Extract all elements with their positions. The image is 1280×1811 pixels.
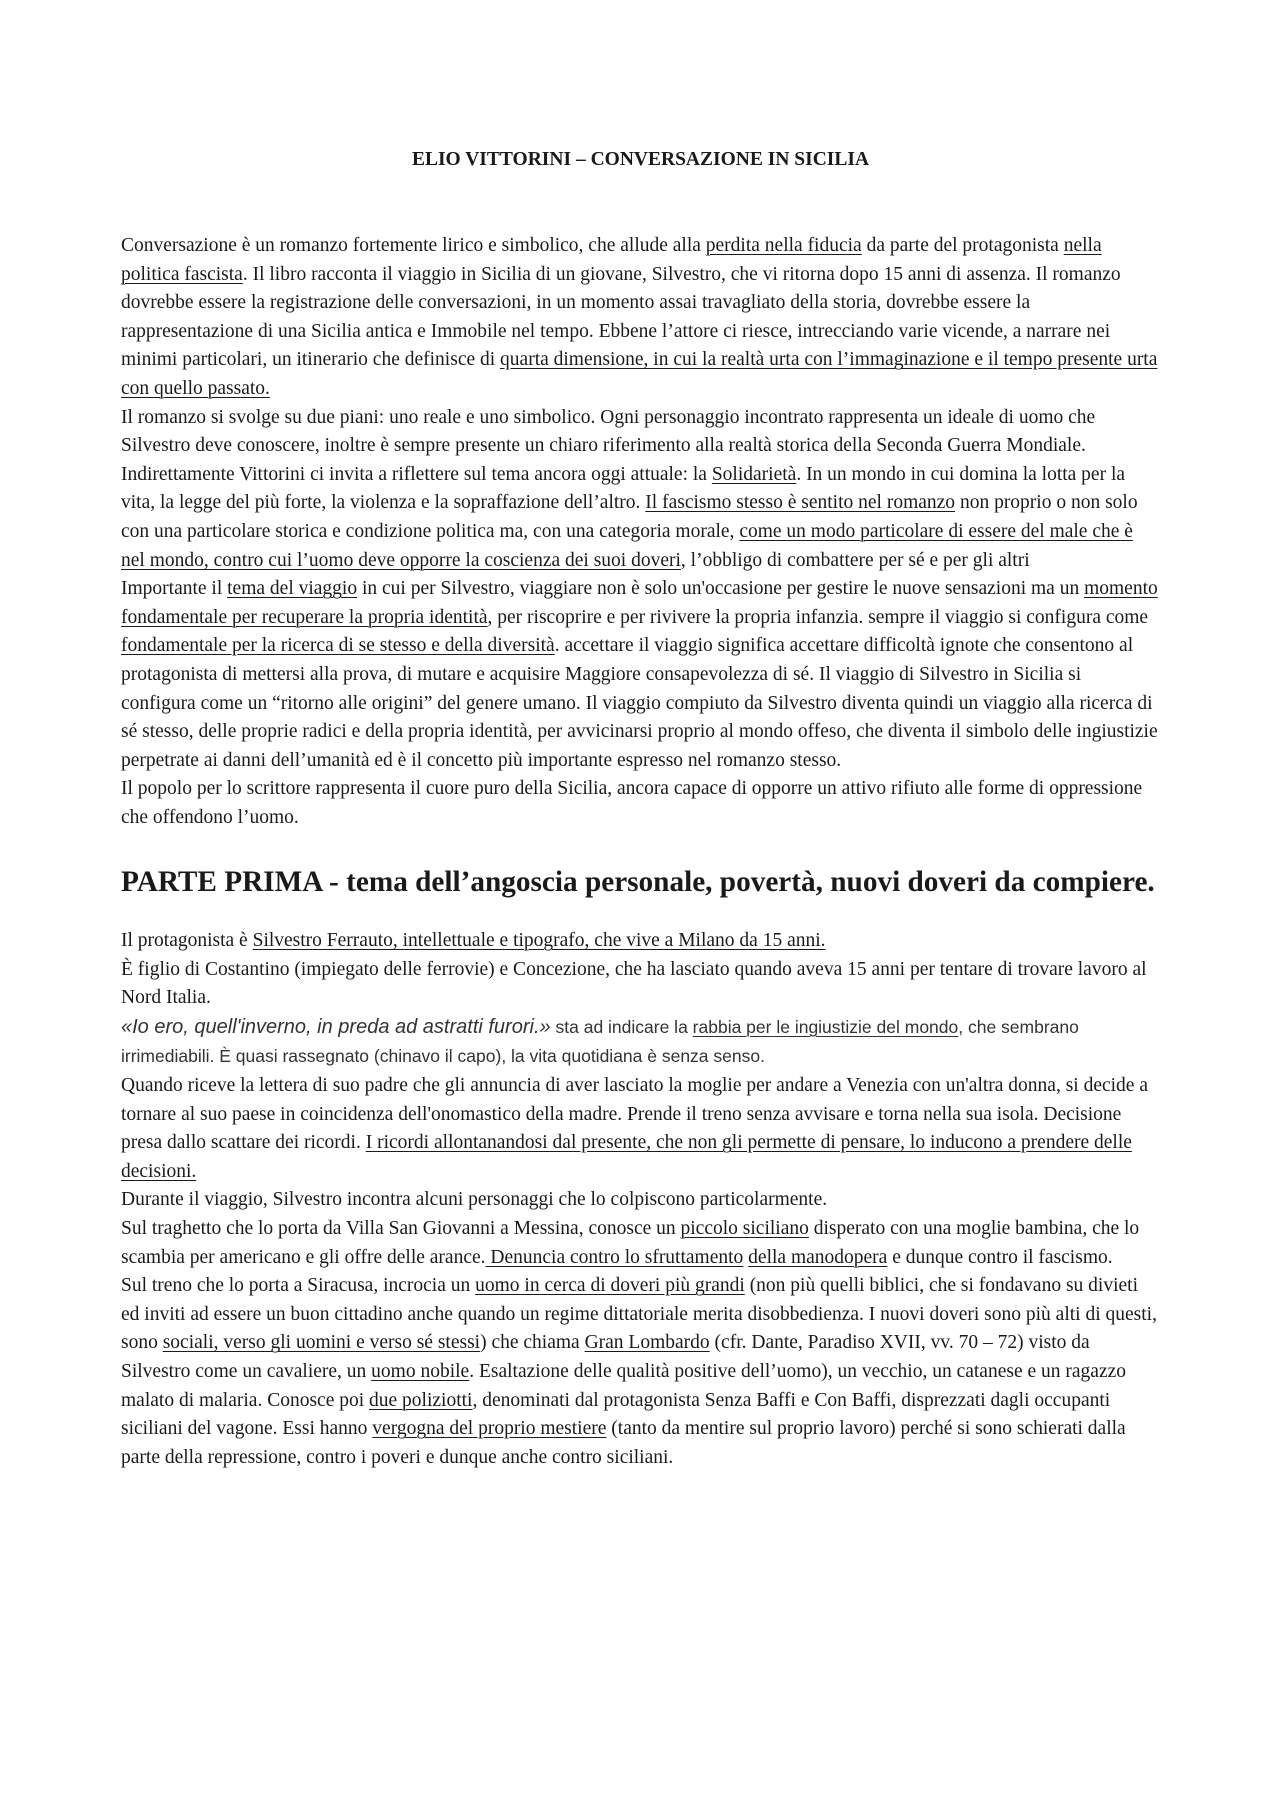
underlined-text: due poliziotti [369, 1389, 473, 1411]
underlined-text: sociali, verso gli uomini e verso sé stessi [162, 1332, 481, 1354]
underlined-text: della manodopera [748, 1246, 888, 1268]
quote-mark: .» [533, 1015, 551, 1038]
text-run: e dunque contro il fascismo. [887, 1246, 1113, 1268]
text-run: (cfr. Dante, Paradiso XVII, vv. 70 – 72) visto da Silvestro come un cavaliere, un [121, 1332, 1090, 1382]
text-run: Indirettamente Vittorini ci invita a riflettere sul tema ancora oggi attuale: la [121, 463, 712, 485]
underlined-text: Gran Lombardo [584, 1332, 710, 1354]
parte-prima-paragraph-1 [121, 927, 1160, 956]
text-run: disperato con una moglie bambina, che lo scambia per americano e gli offre delle arance. [121, 1218, 1140, 1268]
underlined-text: uomo nobile [371, 1360, 470, 1382]
underlined-text: Solidarietà [711, 463, 797, 485]
text-run: ) che chiama [480, 1332, 585, 1354]
text-run: da parte del protagonista [861, 235, 1064, 256]
underlined-text: nella politica fascista [121, 235, 1102, 285]
intro-paragraph-4 [121, 575, 1160, 775]
underlined-text: fondamentale per la ricerca di se stesso e della diversità [121, 635, 555, 657]
intro-paragraph-5: Il popolo per lo scrittore rappresenta il cuore puro della Sicilia, ancora capace di opporre un attivo rifiuto alle forme di oppressione che offendono l’uomo. [121, 778, 1143, 828]
parte-prima-paragraph-4 [121, 1072, 1160, 1186]
text-run: Il protagonista è [121, 930, 253, 952]
text-run: , per riscoprire e per rivivere la propria infanzia. sempre il viaggio si configura come [487, 606, 1149, 628]
intro-paragraph-2: Il romanzo si svolge su due piani: uno reale e uno simbolico. Ogni personaggio incontrato rappresenta un ideale di uomo che Silvestro deve conoscere, inoltre è sempre presente un chiaro riferimento alla realtà storica della Seconda Guerra Mondiale. [121, 406, 1096, 457]
text-run: Sul treno che lo porta a Siracusa, incrocia un [121, 1275, 476, 1297]
text-run: Quando riceve la lettera di suo padre che gli annuncia di aver lasciato la moglie per andare a Venezia con un'altra donna, si decide a tornare al suo paese in coincidenza dell'onomastico della madre. Prende il treno senza avvisare e torna nella sua isola. Decisione presa dallo scattare dei ricordi. [121, 1075, 1148, 1154]
parte-prima-paragraph-7 [121, 1272, 1160, 1472]
underlined-text: perdita nella fiducia [705, 235, 862, 256]
parte-prima-paragraph-6 [121, 1215, 1160, 1272]
parte-prima-paragraph-2: È figlio di Costantino (impiegato delle ferrovie) e Concezione, che ha lasciato quando aveva 15 anni per tentare di trovare lavoro al Nord Italia. [121, 958, 1147, 1009]
text-run: . accettare il viaggio significa accettare difficoltà ignote che consentono al protagonista di mettersi alla prova, di mutare e acquisire Maggiore consapevolezza di sé. Il viaggio di Silvestro in Sicilia si configura come un “ritorno alle origini” del genere umano. Il viaggio compiuto da Silvestro diventa quindi un viaggio alla ricerca di sé stesso, delle proprie radici e della propria identità, per avvicinarsi proprio al mondo offeso, che diventa il simbolo delle ingiustizie perpetrate ai danni dell’umanità ed è il concetto più importante espresso nel romanzo stesso. [121, 635, 1158, 771]
underlined-text: Il fascismo stesso è sentito nel romanzo [645, 492, 956, 514]
quote-mark: « [121, 1015, 133, 1038]
underlined-text: vergogna del proprio mestiere [372, 1418, 607, 1440]
intro-paragraph-3 [121, 461, 1160, 575]
document-title: ELIO VITTORINI – CONVERSAZIONE IN SICILIA [411, 149, 870, 170]
underlined-text: momento fondamentale per recuperare la propria identità [121, 578, 1158, 628]
text-run: , denominati dal protagonista Senza Baffi e Con Baffi, disprezzati dagli occupanti siciliani del vagone. Essi hanno [121, 1389, 1111, 1440]
parte-prima-quote-paragraph [121, 1013, 1160, 1072]
underlined-text: rabbia per le ingiustizie del mondo [692, 1016, 959, 1037]
text-run: non proprio o non solo con una particolare storica e condizione politica ma, con una categoria morale, [121, 492, 1138, 542]
section-heading-parte-prima: PARTE PRIMA - tema dell’angoscia personale, povertà, nuovi doveri da compiere. [121, 866, 1155, 899]
text-run: . Il libro racconta il viaggio in Sicilia di un giovane, Silvestro, che vi ritorna dopo 15 anni di assenza. Il romanzo dovrebbe essere la registrazione delle conversazioni, in un momento assai travagliato della storia, dovrebbe essere la rappresentazione di una Sicilia antica e Immobile nel tempo. Ebbene l’attore ci riesce, intrecciando varie vicende, a narrare nei minimi particolari, un itinerario che definisce di [121, 263, 1121, 371]
text-run: Sul traghetto che lo porta da Villa San Giovanni a Messina, conosce un [121, 1218, 681, 1239]
underlined-text: uomo in cerca di doveri più grandi [475, 1275, 745, 1297]
text-run: (tanto da mentire sul proprio lavoro) perché si sono schierati dalla parte della repressione, contro i poveri e dunque anche contro siciliani. [121, 1418, 1126, 1468]
text-run: (non più quelli biblici, che si fondavano su divieti ed inviti ad essere un buon cittadino anche quando un regime dittatoriale merita disobbedienza. I nuovi doveri sono più alti di questi, sono [121, 1275, 1157, 1354]
text-run: , l’obbligo di combattere per sé e per gli altri [680, 549, 1030, 571]
underlined-text: piccolo siciliano [680, 1218, 809, 1239]
underlined-text: come un modo particolare di essere del male che è nel mondo, contro cui l’uomo deve opporre la coscienza dei suoi doveri [121, 520, 1133, 571]
italic-quote: Io ero, quell'inverno, in preda ad astratti furori [132, 1015, 534, 1038]
text-run: . Esaltazione delle qualità positive dell’uomo), un vecchio, un catanese e un ragazzo malato di malaria. Conosce poi [121, 1360, 1127, 1411]
text-run: Conversazione è un romanzo fortemente lirico e simbolico, che allude alla [121, 235, 706, 256]
text-run: , che sembrano irrimediabili. È quasi rassegnato (chinavo il capo), la vita quotidiana è senza senso. [121, 1016, 1079, 1067]
underlined-text: Denuncia contro lo sfruttamento [485, 1246, 744, 1268]
underlined-text: quarta dimensione, in cui la realtà urta con l’immaginazione e il tempo presente urta con quello passato. [121, 349, 1158, 399]
spacer [121, 832, 1160, 868]
text-run: in cui per Silvestro, viaggiare non è solo un'occasione per gestire le nuove sensazioni ma un [357, 578, 1085, 600]
text-run: Importante il [121, 578, 228, 600]
spacer [121, 897, 1160, 927]
intro-paragraph-1 [121, 232, 1160, 404]
parte-prima-paragraph-5: Durante il viaggio, Silvestro incontra alcuni personaggi che lo colpiscono particolarmente. [121, 1189, 828, 1211]
text-run: . In un mondo in cui domina la lotta per la vita, la legge del più forte, la violenza e la sopraffazione dell’altro. [121, 463, 1126, 514]
underlined-text: tema del viaggio [227, 578, 358, 600]
underlined-text: I ricordi allontanandosi dal presente, che non gli permette di pensare, lo inducono a prendere delle decisioni. [121, 1132, 1132, 1182]
text-run: sta ad indicare la [550, 1016, 693, 1037]
underlined-text: Silvestro Ferrauto, intellettuale e tipografo, che vive a Milano da 15 anni. [252, 930, 826, 952]
